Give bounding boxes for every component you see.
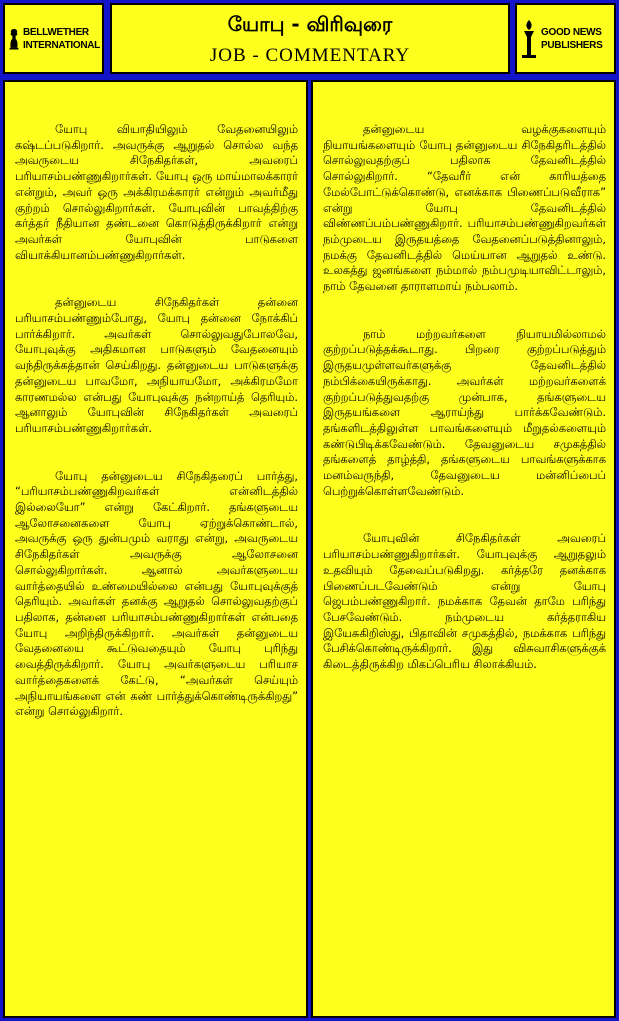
left-logo-line1: BELLWETHER — [22, 27, 89, 38]
page-title-tamil: யோபு - விரிவுரை — [227, 12, 393, 36]
page-title-english: JOB - COMMENTARY — [209, 45, 411, 66]
left-logo-line2: INTERNATIONAL — [22, 40, 100, 51]
bellwether-ram-icon — [9, 19, 19, 59]
good-news-publishers-logo — [515, 3, 616, 74]
bellwether-logo — [3, 3, 104, 74]
right-logo-line2: PUBLISHERS — [541, 40, 603, 51]
right-paragraph-2: நாம் மற்றவர்களை நியாயமில்லாமல் குற்றப்படுத்தக்கூடாது. பிறரை குற்றப்படுத்தும் இருதயமுள்ளவர்களுக்கு தேவனிடத்தில் நம்பிக்கையிருக்காது. அவர்கள் மற்றவர்களைக் குற்றப்படுத்துவதற்கு முன்பாக, தங்களுடைய இருதயங்களை ஆராய்ந்து பார்க்கவேண்டும். தங்களிடத்திலுள்ள பாவங்களையும் மீறுதல்களையும் கண்டுபிடிக்கவேண்டும். தேவனுடைய சமுகத்தில் தங்களைத் தாழ்த்தி, தங்களுடைய பாவங்களுக்காக மனம்வருந்தி, தேவனுடைய மன்னிப்பைப் பெற்றுக்கொள்ளவேண்டும். — [323, 326, 606, 498]
left-paragraph-3: யோபு தன்னுடைய சிநேகிதரைப் பார்த்து, “பரியாசம்பண்ணுகிறவர்கள் என்னிடத்தில் இல்லையோ” என்று கேட்கிறார். தங்களுடைய ஆலோசனைகளை யோபு ஏற்றுக்கொண்டால், அவருக்கு ஒரு துன்பமும் வராது என்று, அவருடைய சிநேகிதர்கள் அவருக்கு ஆலோசனை சொல்லுகிறார்கள். ஆனால் அவர்களுடைய வார்த்தையில் உண்மையில்லை என்பது யோபுவுக்குத் தெரியும். அவர்கள் தனக்கு ஆறுதல் சொல்லுவதற்குப் பதிலாக, தன்னை பரியாசம்பண்ணுகிறார்கள் என்பதை யோபு அறிந்திருக்கிறார். அவர்கள் தன்னுடைய வேதனையை கூட்டுவதையும் யோபு புரிந்து வைத்திருக்கிறார். யோபு அவர்களுடைய பரியாச வார்த்தைகளைக் கேட்டு, “அவர்கள் செய்யும் அநியாயங்களை என் கண் பார்த்துக்கொண்டிருக்கிறது” என்று சொல்லுகிறார். — [15, 468, 298, 719]
left-column — [3, 80, 308, 1018]
title-box — [110, 3, 510, 74]
left-paragraph-1: யோபு வியாதியிலும் வேதனையிலும் கஷ்டப்படுகிறார். அவருக்கு ஆறுதல் சொல்ல வந்த அவருடைய சிநேகிதர்கள், அவரைப் பரியாசம்பண்ணுகிறார்கள். யோபு ஒரு மாய்மாலக்காரர் என்றும், அவர் ஒரு அக்கிரமக்காரர் என்றும் அவர்மீது குற்றம் சொல்லுகிறார்கள். யோபுவின் பாவத்திற்கு கர்த்தர் நீதியான தண்டனை கொடுத்திருக்கிறார் என்று அவர்கள் யோபுவின் பாடுகளை வியாக்கியானம்பண்ணுகிறார்கள். — [15, 122, 298, 262]
right-paragraph-1: தன்னுடைய வழக்குகளையும் நியாயங்களையும் யோபு தன்னுடைய சிநேகிதரிடத்தில் சொல்லுவதற்குப் பதிலாக தேவனிடத்தில் சொல்லுகிறார். “தேவரீர் என் காரியத்தை மேல்போட்டுக்கொண்டு, எனக்காக பிணைப்படுவீராக” என்று யோபு தேவனிடத்தில் விண்ணப்பம்பண்ணுகிறார். பரியாசம்பண்ணுகிறவர்கள் நம்முடைய இருதயத்தை வேதனைப்படுத்தினாலும், நமக்கு தேவனிடத்தில் மெய்யான ஆறுதல் உண்டு. உலகத்து ஜனங்களை நம்மால் நம்பமுடியாவிட்டாலும், நாம் தேவனை தாராளமாய் நம்பலாம். — [323, 122, 606, 294]
right-logo-line1: GOOD NEWS — [541, 27, 602, 38]
torch-icon — [521, 19, 537, 59]
left-paragraph-2: தன்னுடைய சிநேகிதர்கள் தன்னை பரியாசம்பண்ணும்போது, யோபு தன்னை நோக்கிப் பார்க்கிறார். அவர்கள் சொல்லுவதுபோலவே, யோபுவுக்கு அதிகமான பாடுகளும் வேதனையும் வந்திருக்கத்தான் செய்கிறது. தன்னுடைய பாடுகளுக்கு தன்னுடைய பாவமோ, அநியாயமோ, அக்கிரமமோ காரணமல்ல என்பது யோபுவுக்கு நன்றாய்த் தெரியும். ஆனாலும் யோபுவின் சிநேகிதர்கள் அவரைப் பரியாசம்பண்ணுகிறார்கள். — [15, 295, 298, 435]
right-column — [311, 80, 616, 1018]
right-paragraph-3: யோபுவின் சிநேகிதர்கள் அவரைப் பரியாசம்பண்ணுகிறார்கள். யோபுவுக்கு ஆறுதலும் உதவியும் தேவைப்படுகிறது. கர்த்தரே தனக்காக பிணைப்படவேண்டும் என்று யோபு ஜெபம்பண்ணுகிறார். நமக்காக தேவன் தாமே பரிந்து பேசவேண்டும். நம்முடைய கர்த்தராகிய இயேசுகிறிஸ்து, பிதாவின் சமுகத்தில், நமக்காக பரிந்து பேசிக்கொண்டிருக்கிறார். இது விசுவாசிகளுக்குக் கிடைத்திருக்கிற மிகப்பெரிய சிலாக்கியம். — [323, 531, 606, 672]
